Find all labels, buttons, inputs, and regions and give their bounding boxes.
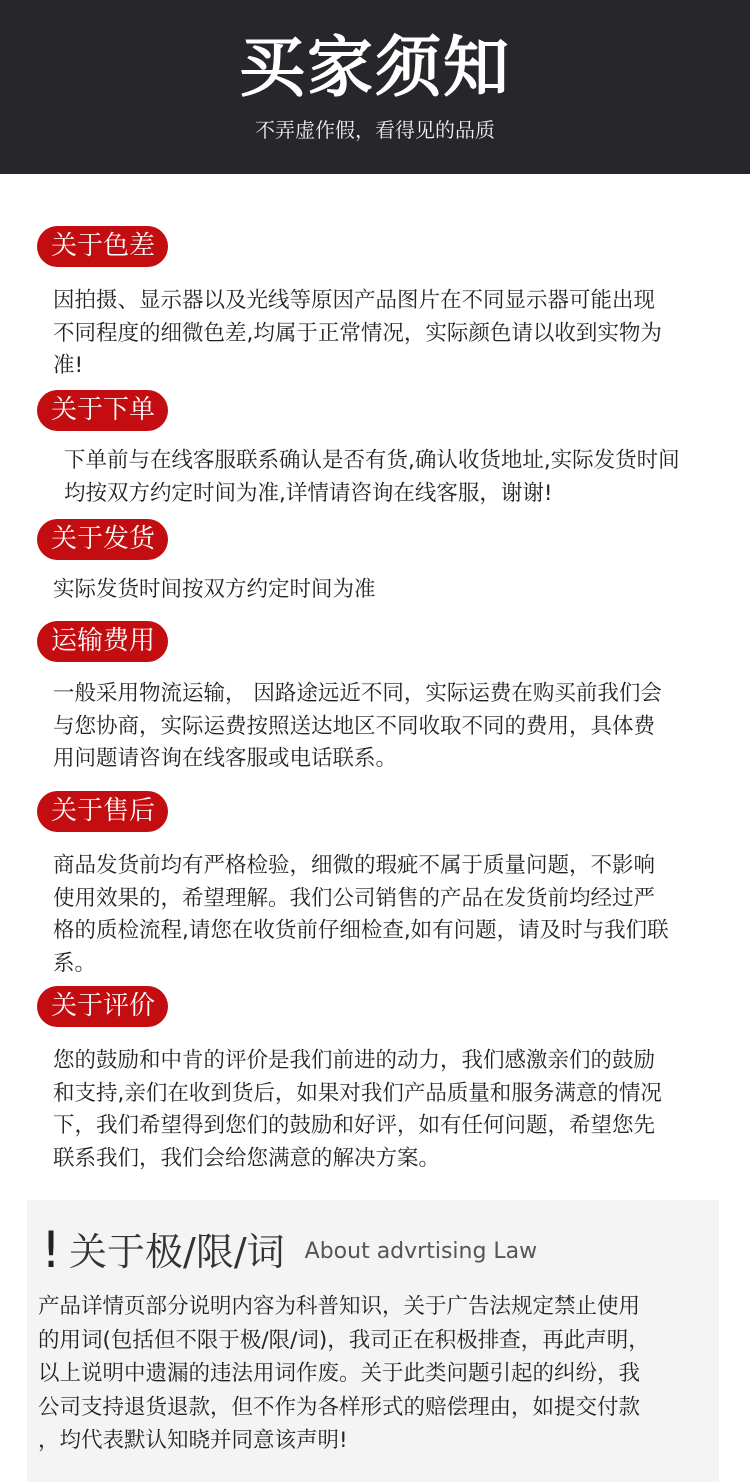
section-label: 运输费用 bbox=[37, 621, 168, 662]
section-label: 关于色差 bbox=[37, 226, 168, 267]
section-label: 关于下单 bbox=[37, 390, 168, 431]
advertising-law-notice bbox=[27, 1200, 719, 1482]
law-title-row bbox=[41, 1222, 537, 1278]
section-text: 因拍摄、显示器以及光线等原因产品图片在不同显示器可能出现 不同程度的细微色差,均属于正常情况，实际颜色请以收到实物为 准! bbox=[53, 288, 662, 378]
section-text: 商品发货前均有严格检验，细微的瑕疵不属于质量问题，不影响 使用效果的，希望理解。我们公司销售的产品在发货前均经过严 格的质检流程,请您在收货前仔细检查,如有问题，请及时与我们联 系。 bbox=[53, 853, 669, 976]
section-text: 一般采用物流运输， 因路途远近不同，实际运费在购买前我们会 与您协商，实际运费按照送达地区不同收取不同的费用，具体费 用问题请咨询在线客服或电话联系。 bbox=[53, 681, 662, 771]
section-label: 关于发货 bbox=[37, 519, 168, 560]
section-label: 关于售后 bbox=[37, 791, 168, 832]
page-subtitle: 不弄虚作假，看得见的品质 bbox=[255, 118, 495, 142]
section-label: 关于评价 bbox=[37, 986, 168, 1027]
section-text: 实际发货时间按双方约定时间为准 bbox=[53, 577, 376, 602]
law-text: 产品详情页部分说明内容为科普知识，关于广告法规定禁止使用 的用词(包括但不限于极/限/词)，我司正在积极排查，再此声明， 以上说明中遗漏的违法用词作废。关于此类问题引起的纠纷，我 公司支持退货退款，但不作为各样形式的赔偿理由，如提交付款 ，均代表默认知晓并同意该声明! bbox=[38, 1294, 650, 1453]
law-subtitle: About advrtising Law bbox=[304, 1239, 538, 1264]
section-text: 下单前与在线客服联系确认是否有货,确认收货地址,实际发货时间 均按双方约定时间为准,详情请咨询在线客服，谢谢! bbox=[64, 448, 680, 506]
header-banner bbox=[0, 0, 750, 174]
law-title: 关于极/限/词 bbox=[69, 1230, 285, 1274]
exclamation-icon: ! bbox=[41, 1221, 62, 1279]
page-title: 买家须知 bbox=[239, 29, 511, 106]
section-text: 您的鼓励和中肯的评价是我们前进的动力，我们感激亲们的鼓励 和支持,亲们在收到货后，如果对我们产品质量和服务满意的情况 下，我们希望得到您们的鼓励和好评，如有任何问题，希望您先 联系我们，我们会给您满意的解决方案。 bbox=[53, 1048, 662, 1171]
